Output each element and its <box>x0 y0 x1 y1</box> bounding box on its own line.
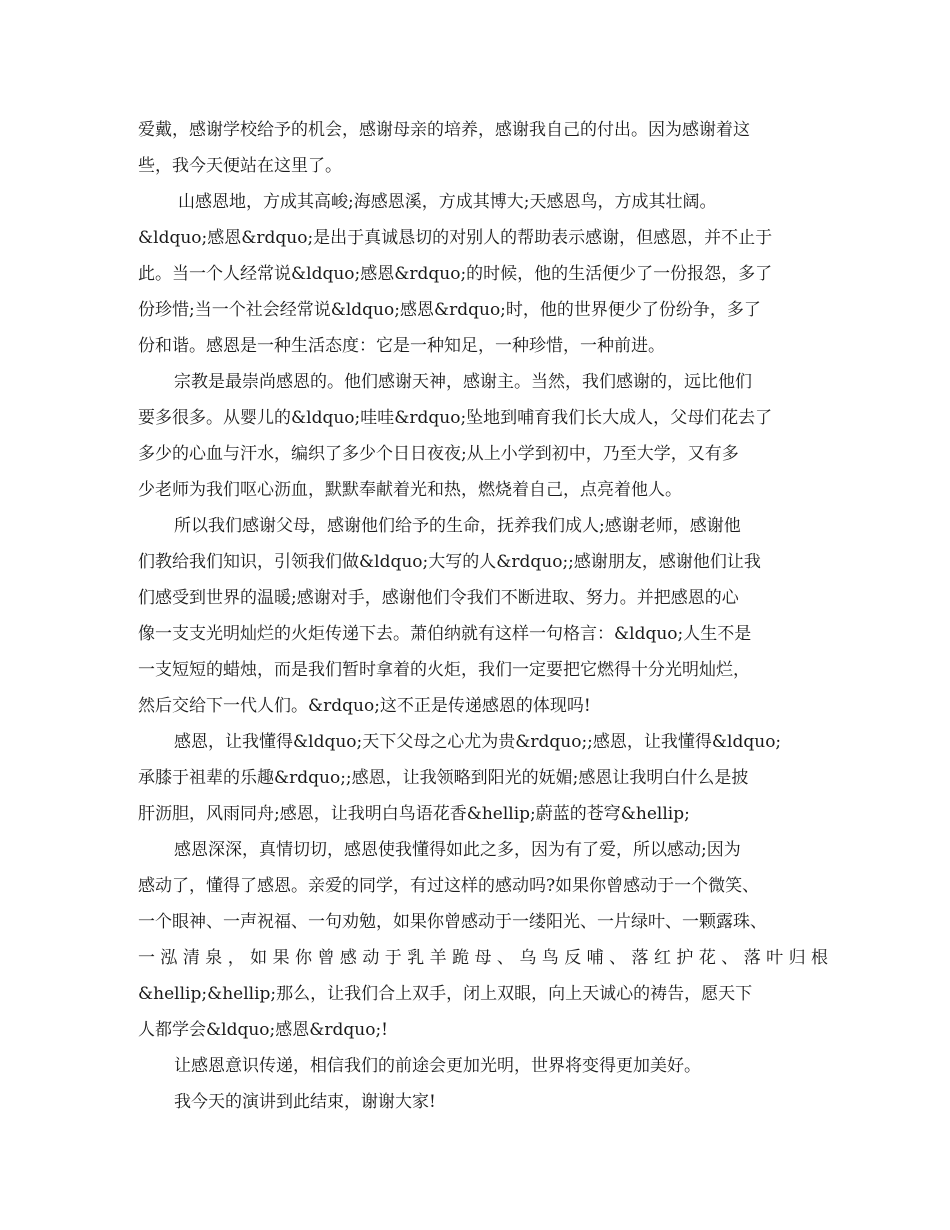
text-line: 一支短短的蜡烛，而是我们暂时拿着的火炬，我们一定要把它燃得十分光明灿烂， <box>138 660 750 680</box>
text-line: 份珍惜;当一个社会经常说&ldquo;感恩&rdquo;时，他的世界便少了份纷争，多了 <box>138 300 761 320</box>
text-line: 份和谐。感恩是一种生活态度：它是一种知足，一种珍惜，一种前进。 <box>138 336 665 356</box>
text-line: 承膝于祖辈的乐趣&rdquo;;感恩，让我领略到阳光的妩媚;感恩让我明白什么是披 <box>138 768 749 788</box>
text-line: 一泓清泉，如果你曾感动于乳羊跪母、乌鸟反哺、落红护花、落叶归根 <box>138 948 828 968</box>
text-line: 少老师为我们呕心沥血，默默奉献着光和热，燃烧着自己，点亮着他人。 <box>138 480 682 500</box>
text-line: 们教给我们知识，引领我们做&ldquo;大写的人&rdquo;;感谢朋友，感谢他们让我 <box>138 552 761 572</box>
closing-line: 我今天的演讲到此结束，谢谢大家! <box>174 1092 436 1112</box>
text-line: 些，我今天便站在这里了。 <box>138 156 342 176</box>
text-line: 肝沥胆，风雨同舟;感恩，让我明白鸟语花香&hellip;蔚蓝的苍穹&hellip; <box>138 804 690 824</box>
text-line: 人都学会&ldquo;感恩&rdquo;! <box>138 1020 389 1040</box>
text-line: 们感受到世界的温暖;感谢对手，感谢他们令我们不断进取、努力。并把感恩的心 <box>138 588 739 608</box>
paragraph-start-line: 让感恩意识传递，相信我们的前途会更加光明，世界将变得更加美好。 <box>174 1056 701 1076</box>
paragraph-start-line: 所以我们感谢父母，感谢他们给予的生命，抚养我们成人;感谢老师，感谢他 <box>174 516 741 536</box>
text-line: 此。当一个人经常说&ldquo;感恩&rdquo;的时候，他的生活便少了一份报怨，多了 <box>138 264 773 284</box>
paragraph-start-line: 宗教是最崇尚感恩的。他们感谢天神，感谢主。当然，我们感谢的，远比他们 <box>174 372 752 392</box>
text-line: 爱戴，感谢学校给予的机会，感谢母亲的培养，感谢我自己的付出。因为感谢着这 <box>138 120 750 140</box>
paragraph-start-line: 感恩，让我懂得&ldquo;天下父母之心尤为贵&rdquo;;感恩，让我懂得&ldquo; <box>174 732 782 752</box>
paragraph-start-line: 山感恩地，方成其高峻;海感恩溪，方成其博大;天感恩鸟，方成其壮阔。 <box>178 192 717 212</box>
text-line: 多少的心血与汗水，编织了多少个日日夜夜;从上小学到初中，乃至大学，又有多 <box>138 444 739 464</box>
text-line: &hellip;&hellip;那么，让我们合上双手，闭上双眼，向上天诚心的祷告，愿天下 <box>138 984 753 1004</box>
text-line: 一个眼神、一声祝福、一句劝勉，如果你曾感动于一缕阳光、一片绿叶、一颗露珠、 <box>138 912 767 932</box>
speech-body <box>138 112 828 1120</box>
text-line: 像一支支光明灿烂的火炬传递下去。萧伯纳就有这样一句格言：&ldquo;人生不是 <box>138 624 752 644</box>
text-line: 感动了，懂得了感恩。亲爱的同学，有过这样的感动吗?如果你曾感动于一个微笑、 <box>138 876 760 896</box>
text-line: &ldquo;感恩&rdquo;是出于真诚恳切的对别人的帮助表示感谢，但感恩，并不止于 <box>138 228 773 248</box>
text-line: 要多很多。从婴儿的&ldquo;哇哇&rdquo;坠地到哺育我们长大成人，父母们花去了 <box>138 408 773 428</box>
paragraph-start-line: 感恩深深，真情切切，感恩使我懂得如此之多，因为有了爱，所以感动;因为 <box>174 840 741 860</box>
text-line: 然后交给下一代人们。&rdquo;这不正是传递感恩的体现吗! <box>138 696 591 716</box>
